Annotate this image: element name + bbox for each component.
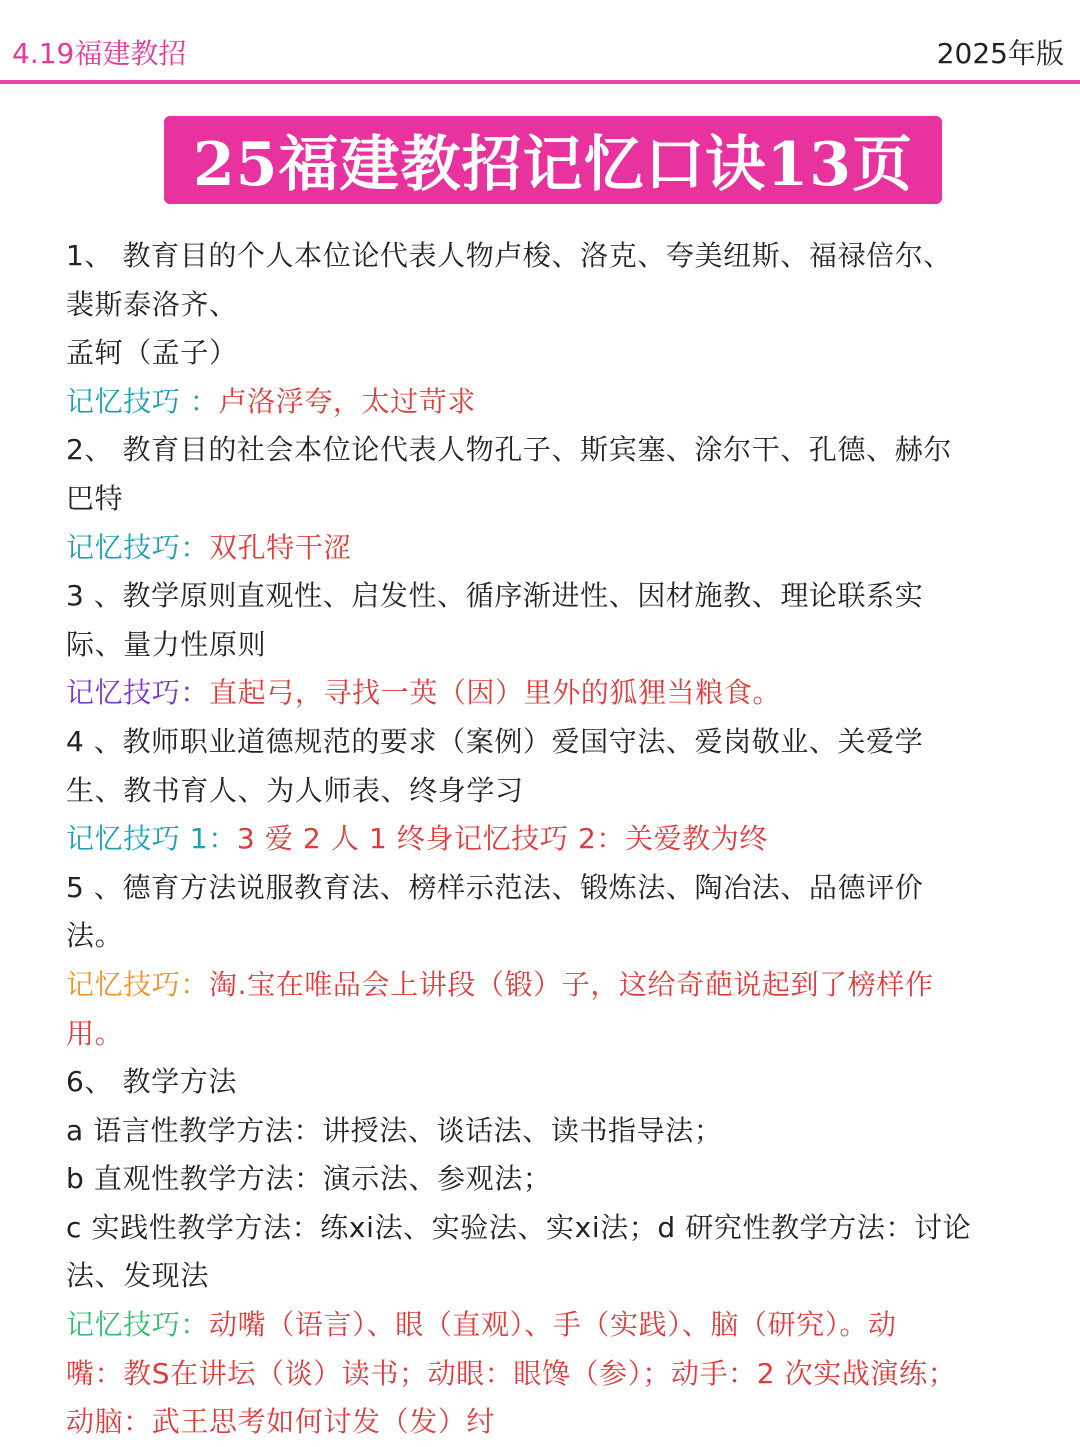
tip-text: 卢洛浮夸，太过苛求 — [218, 384, 476, 418]
text-line: 孟轲（孟子） — [66, 336, 238, 370]
text-line: 6、 教学方法 — [66, 1065, 237, 1099]
text-line: 生、教书育人、为人师表、终身学习 — [66, 773, 524, 807]
page-title: 25福建教招记忆口诀13页 — [193, 130, 913, 200]
header-left-label: 4.19福建教招 — [12, 37, 187, 70]
tip-label: 记忆技巧 1： — [66, 822, 237, 856]
text-line: a 语言性教学方法：讲授法、谈话法、读书指导法； — [66, 1113, 723, 1147]
memory-tip-1 — [66, 378, 1016, 427]
tip-text-cont: 用。 — [66, 1016, 124, 1050]
tip-text: 3 爱 2 人 1 终身记忆技巧 2：关爱教为终 — [236, 822, 768, 856]
tip-text: 淘.宝在唯品会上讲段（锻）子，这给奇葩说起到了榜样作 — [209, 967, 934, 1001]
tip-label: 记忆技巧： — [66, 967, 210, 1001]
tip-text: 双孔特干涩 — [209, 530, 353, 564]
tip-text-cont: 嘴：教S在讲坛（谈）读书；动眼：眼馋（参）；动手：2 次实战演练； — [66, 1356, 957, 1390]
text-line: 4 、教师职业道德规范的要求（案例）爱国守法、爱岗敬业、关爱学 — [66, 724, 924, 758]
top-bar — [0, 0, 1080, 84]
main-content — [66, 232, 1016, 1447]
memory-tip-2 — [66, 524, 1016, 573]
text-line: 5 、德育方法说服教育法、榜样示范法、锻炼法、陶冶法、品德评价 — [66, 870, 924, 904]
header-right-label: 2025年版 — [936, 37, 1064, 70]
text-line: b 直观性教学方法：演示法、参观法； — [66, 1162, 552, 1196]
tip-label: 记忆技巧： — [66, 1308, 210, 1342]
memory-tip-5 — [66, 961, 1016, 1010]
title-banner — [164, 116, 942, 204]
text-line: 裴斯泰洛齐、 — [66, 287, 238, 321]
memory-tip-4 — [66, 815, 1016, 864]
text-line: 巴特 — [66, 481, 124, 515]
memory-tip-3 — [66, 669, 1016, 718]
tip-text-cont: 动脑：武王思考如何讨发（发）纣 — [66, 1405, 496, 1439]
tip-text: 直起弓，寻找一英（因）里外的狐狸当粮食。 — [209, 676, 782, 710]
tip-label: 记忆技巧： — [66, 676, 210, 710]
text-line: c 实践性教学方法：练xi法、实验法、实xi法；d 研究性教学方法：讨论 — [66, 1210, 972, 1244]
tip-label: 记忆技巧： — [66, 530, 210, 564]
text-line: 法。 — [66, 919, 124, 953]
text-line: 法、发现法 — [66, 1259, 210, 1293]
header-divider — [0, 80, 1080, 84]
text-line: 1、 教育目的个人本位论代表人物卢梭、洛克、夸美纽斯、福禄倍尔、 — [66, 239, 952, 272]
tip-label: 记忆技巧 ： — [66, 384, 219, 418]
text-line: 3 、教学原则直观性、启发性、循序渐进性、因材施教、理论联系实 — [66, 579, 924, 613]
memory-tip-6 — [66, 1301, 1016, 1350]
text-line: 2、 教育目的社会本位论代表人物孔子、斯宾塞、涂尔干、孔德、赫尔 — [66, 433, 952, 467]
tip-text: 动嘴（语言）、眼（直观）、手（实践）、脑（研究）。动 — [209, 1308, 897, 1342]
text-line: 际、量力性原则 — [66, 627, 267, 661]
